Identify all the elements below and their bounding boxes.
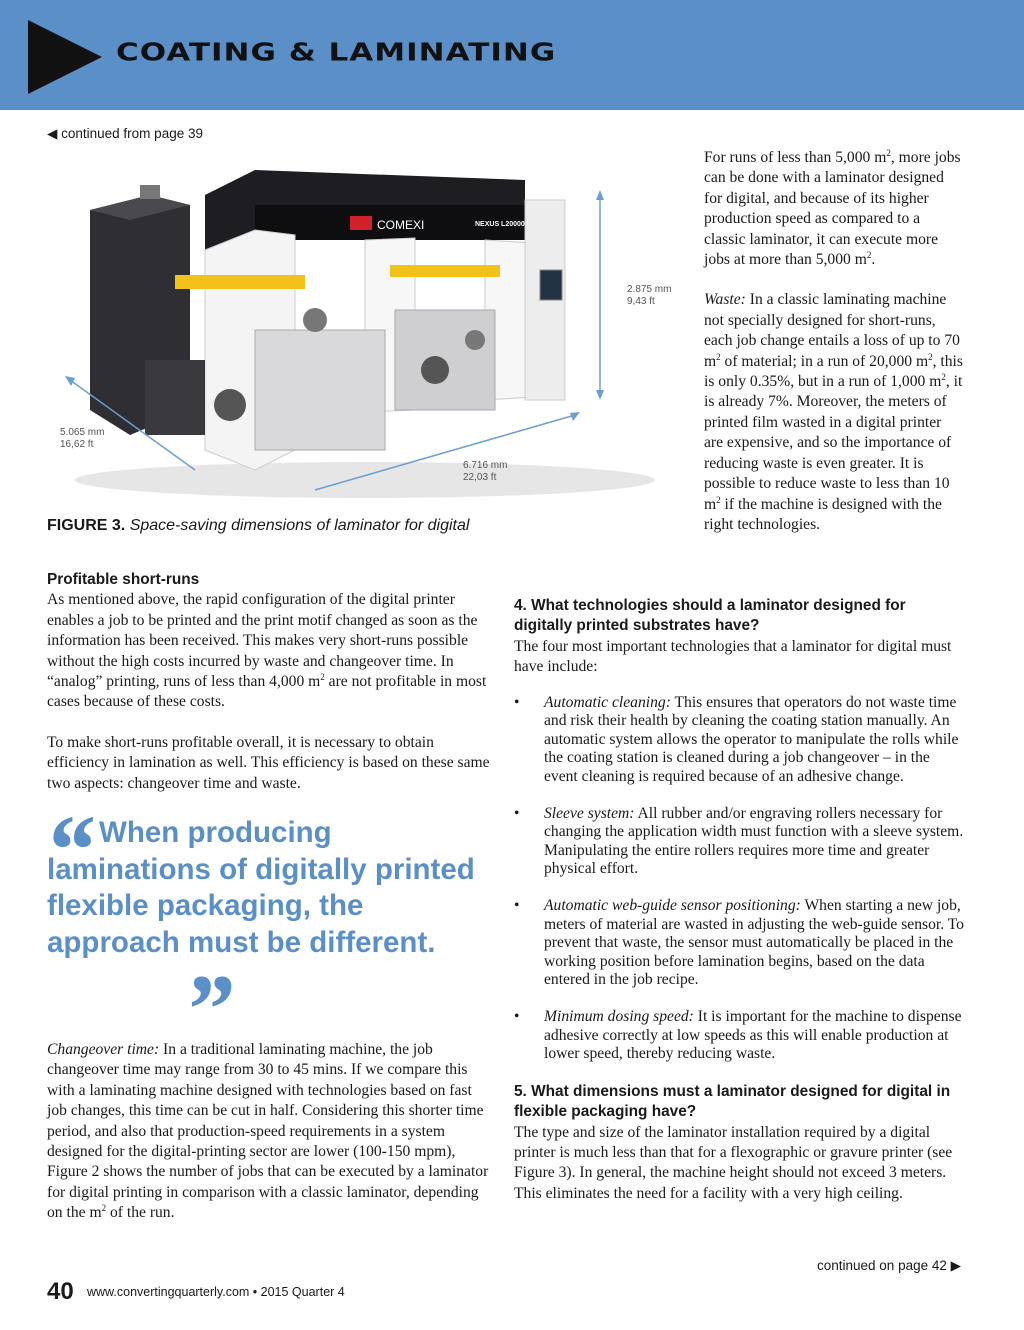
footer-site-issue[interactable]: www.convertingquarterly.com • 2015 Quarter 4: [87, 1285, 345, 1299]
pull-quote: When producing laminations of digitally printed flexible packaging, the approach must be different.: [47, 816, 475, 959]
paragraph: As mentioned above, the rapid configuration of the digital printer enables a job to be printed and the print motif changed as soon as the information has been received. This makes very short-runs possible without the high costs incurred by waste and changeover time. In “analog” printing, runs of less than 4,000 $m^2$ are not profitable in most cases because of these costs.: [47, 591, 487, 711]
paragraph: To make short-runs profitable overall, it is necessary to obtain efficiency in lamination as well. This efficiency is based on these same two aspects: changeover time and waste.: [47, 733, 490, 792]
paragraph: The four most important technologies that a laminator for digital must have include:: [514, 637, 952, 676]
heading-profitable-short-runs: Profitable short-runs: [47, 571, 200, 588]
figure-caption-text: Space-saving dimensions of laminator for digital: [129, 517, 470, 534]
dim-height-mm: 2.875 mm: [627, 284, 672, 295]
right-column: [514, 596, 964, 1204]
list-item: • Automatic cleaning: This ensures that operators do not waste time and risk their health by cleaning the coating station manually. An automatic system allows the operator to manipulate the rolls while the coating station is cleaned during a job changeover – in the event cleaning is required because of an adhesive change.: [514, 693, 959, 785]
page-number: 40: [47, 1278, 74, 1305]
list-item: • Automatic web-guide sensor positioning: When starting a new job, meters of material are wasted in adjusting the web-guide sensor. To prevent that waste, the sensor must automatically be placed in the working position before lamination begins, based on the data entered in the job recipe.: [514, 896, 964, 989]
right-top-column: [704, 148, 964, 535]
comexi-logo-icon: [350, 216, 372, 230]
paragraph: Waste: In a classic laminating machine not specially designed for short-runs, each job change entails a loss of up to 70 $m^2$ of material; in a run of 20,000 $m^2$, this is only 0.35%, but in a run of 1,000 $m^2$, it is already 7%. Moreover, the meters of printed film wasted in a digital printer are expensive, and so the importance of reducing waste is even greater. It is possible to reduce waste to less than 10 $m^2$ if the machine is designed with the right technologies.: [704, 291, 963, 533]
close-quote-icon: ”: [183, 954, 233, 1065]
continued-on-link[interactable]: continued on page 42 ▶: [817, 1258, 961, 1273]
list-item: • Sleeve system: All rubber and/or engraving rollers necessary for changing the application width must function with a sleeve system. Manipulating the entire rollers requires more time and greater physical effort.: [514, 804, 964, 878]
figure-caption: [47, 517, 469, 535]
technology-list: [514, 694, 964, 1064]
left-column-top: [47, 570, 495, 794]
list-item: • Minimum dosing speed: It is important for the machine to dispense adhesive correctly at low speeds as this will enable production at lower speed, thereby reducing waste.: [514, 1007, 962, 1063]
paragraph: Changeover time: In a traditional laminating machine, the job changeover time may range from 30 to 45 mins. If we compare this with a laminating machine designed with technologies based on fast job changes, this time can be cut in half. Considering this shorter time period, and also that production-speed requirements in a system designed for the digital-printing sector are lower (100-150 mpm), Figure 2 shows the number of jobs that can be executed by a laminator for digital printing in comparison with a classic laminator, depending on the $m^2$ of the run.: [47, 1041, 489, 1222]
heading-question-4: 4. What technologies should a laminator designed for digitally printed substrates have?: [514, 597, 906, 635]
figure-brand: COMEXI: [377, 218, 425, 232]
continued-from-link[interactable]: ◀ continued from page 39: [47, 126, 203, 141]
dim-depth-mm: 5.065 mm: [60, 427, 105, 438]
dim-width-mm: 6.716 mm: [463, 460, 508, 471]
heading-question-5: 5. What dimensions must a laminator designed for digital in flexible packaging have?: [514, 1082, 951, 1121]
figure-model: NEXUS L20000: [475, 221, 525, 228]
dim-depth-ft: 16,62 ft: [60, 439, 94, 450]
dim-width-ft: 22,03 ft: [463, 472, 497, 483]
section-header-band: [0, 0, 1024, 110]
paragraph: The type and size of the laminator installation required by a digital printer is much less than that for a flexographic or gravure printer (see Figure 3). In general, the machine height should not exceed 3 meters. This eliminates the need for a facility with a very high ceiling.: [514, 1123, 953, 1202]
laminator-figure: [55, 150, 695, 505]
left-column-bottom: [47, 1040, 495, 1224]
paragraph: For runs of less than 5,000 $m^2$, more jobs can be done with a laminator designed for digital, and because of its higher production speed as compared to a classic laminator, it can execute more jobs at more than 5,000 $m^2$.: [704, 147, 961, 269]
section-title: COATING & LAMINATING: [116, 38, 557, 67]
play-triangle-icon: [28, 20, 102, 94]
open-quote-icon: “: [44, 794, 94, 905]
figure-caption-label: FIGURE 3.: [47, 517, 126, 534]
dim-height-ft: 9,43 ft: [627, 296, 655, 307]
